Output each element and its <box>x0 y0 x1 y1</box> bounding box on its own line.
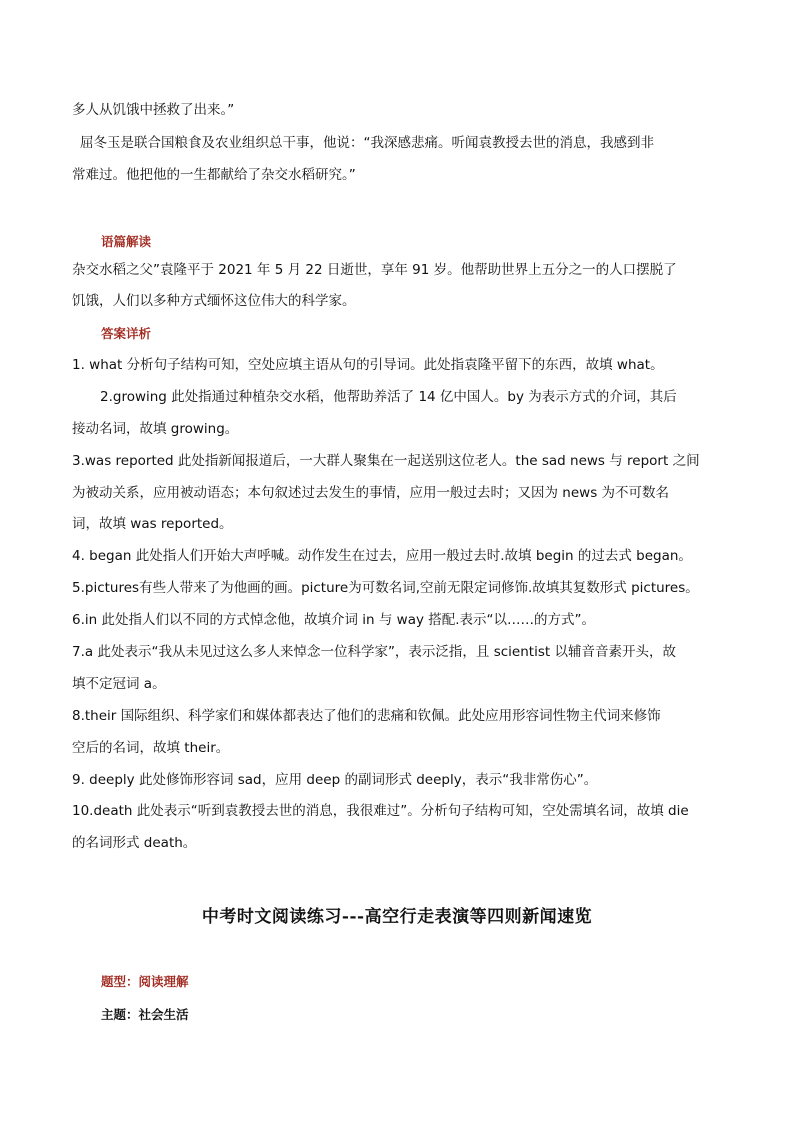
answer-line: 4. began 此处指人们开始大声呼喊。动作发生在过去，应用一般过去时.故填 begin 的过去式 began。 <box>72 548 692 564</box>
answer-line: 10.death 此处表示“听到袁教授去世的消息，我很难过”。分析句子结构可知，空处需填名词，故填 die <box>72 803 689 819</box>
answer-line: 空后的名词，故填 their。 <box>72 740 230 756</box>
answer-line: 3.was reported 此处指新闻报道后，一大群人聚集在一起送别这位老人。the sad news 与 report 之间 <box>72 453 700 469</box>
analysis-line-1: 杂交水稻之父”袁隆平于 2021 年 5 月 22 日逝世，享年 91 岁。他帮助世界上五分之一的人口摆脱了 <box>72 262 677 278</box>
intro-line-3: 常难过。他把他的一生都献给了杂交水稻研究。” <box>72 167 356 183</box>
intro-line-2: 屈冬玉是联合国粮食及农业组织总干事，他说：“我深感悲痛。听闻袁教授去世的消息，我感到非 <box>80 135 654 151</box>
answer-line: 填不定冠词 a。 <box>72 676 166 692</box>
article-title: 中考时文阅读练习---高空行走表演等四则新闻速览 <box>201 907 593 927</box>
question-type-label: 题型：阅读理解 <box>101 974 189 989</box>
answer-line: 词，故填 was reported。 <box>72 516 233 532</box>
answer-line: 为被动关系，应用被动语态；本句叙述过去发生的事情，应用一般过去时；又因为 news 为不可数名 <box>72 485 670 501</box>
answer-line: 接动名词，故填 growing。 <box>72 421 239 437</box>
answer-line: 9. deeply 此处修饰形容词 sad，应用 deep 的副词形式 deeply，表示“我非常伤心”。 <box>72 772 598 788</box>
analysis-heading: 语篇解读 <box>101 234 152 249</box>
answers-heading: 答案详析 <box>101 326 152 341</box>
answer-line: 5.pictures有些人带来了为他画的画。picture为可数名词,空前无限定词修饰.故填其复数形式 pictures。 <box>72 580 699 596</box>
answer-line: 8.their 国际组织、科学家们和媒体都表达了他们的悲痛和钦佩。此处应用形容词性物主代词来修饰 <box>72 708 661 724</box>
answer-line: 7.a 此处表示“我从未见过这么多人来悼念一位科学家”，表示泛指，且 scientist 以辅音音素开头，故 <box>72 644 676 660</box>
answer-line: 的名词形式 death。 <box>72 835 197 851</box>
analysis-line-2: 饥饿，人们以多种方式缅怀这位伟大的科学家。 <box>72 293 356 309</box>
theme-label: 主题：社会生活 <box>101 1007 189 1022</box>
answer-line: 1. what 分析句子结构可知，空处应填主语从句的引导词。此处指袁隆平留下的东西，故填 what。 <box>72 357 664 373</box>
answer-line: 6.in 此处指人们以不同的方式悼念他，故填介词 in 与 way 搭配.表示“以……的方式”。 <box>72 612 596 628</box>
answer-line: 2.growing 此处指通过种植杂交水稻，他帮助养活了 14 亿中国人。by 为表示方式的介词，其后 <box>100 389 677 405</box>
intro-line-1: 多人从饥饿中拯救了出来。” <box>72 102 235 118</box>
